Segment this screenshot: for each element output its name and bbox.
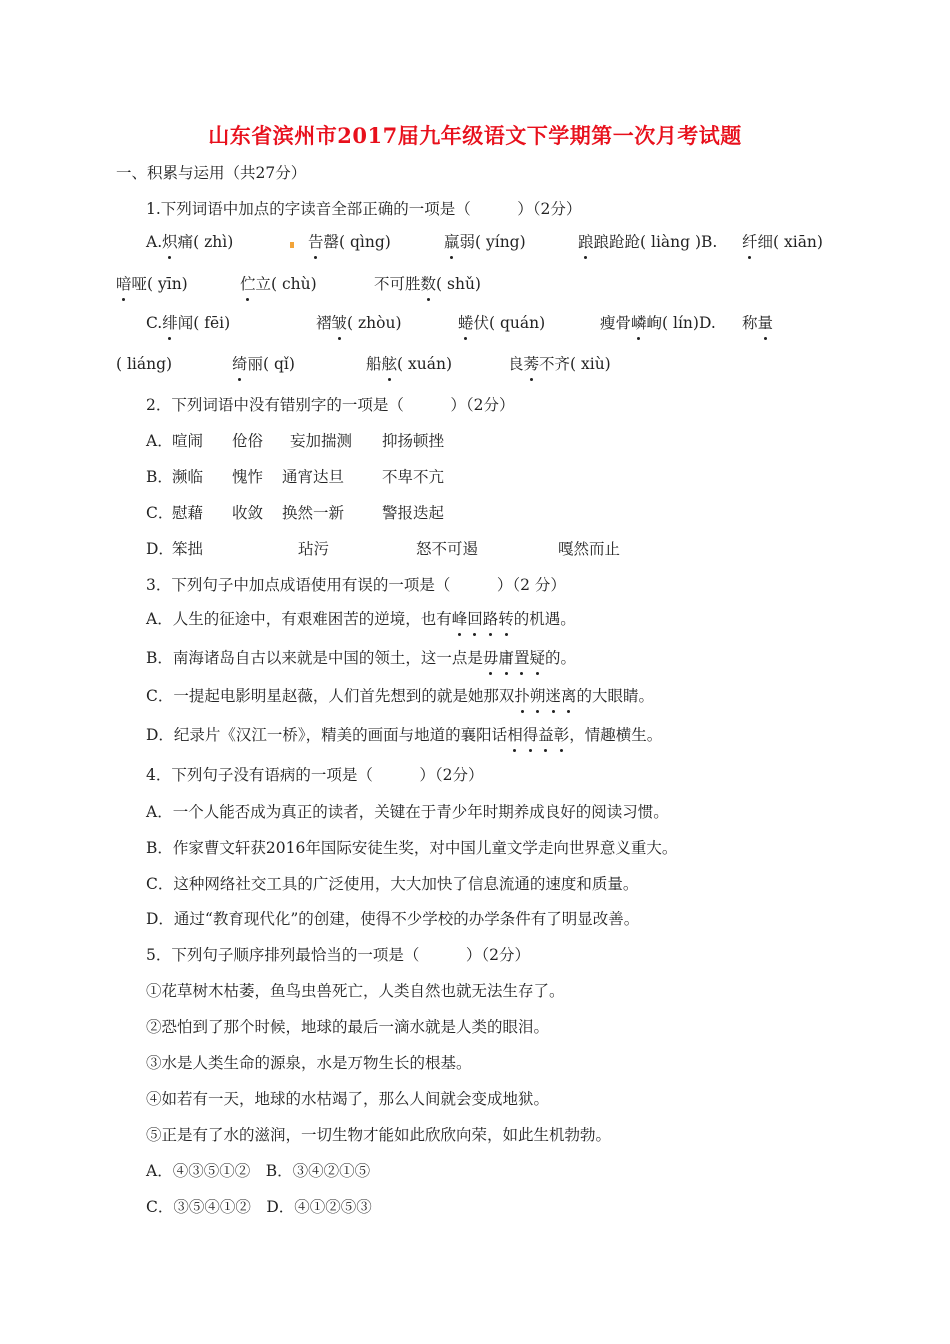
highlight-mark — [290, 242, 294, 248]
q2-word: 慰藉 — [172, 504, 204, 522]
q1-word: 良莠不齐( xiù) — [508, 355, 611, 373]
q1-row-1 — [146, 231, 233, 253]
q1-word: 不可胜数( shǔ) — [374, 275, 481, 293]
dotted-char: 路 — [482, 610, 499, 628]
dotted-char: 彰 — [553, 726, 570, 744]
q2-option-d: D． — [146, 540, 174, 558]
q1-stem: 1.下列词语中加点的字读音全部正确的一项是（ ）（2分） — [146, 200, 582, 218]
q5-sentence: ②恐怕到了那个时候，地球的最后一滴水就是人类的眼泪。 — [146, 1018, 550, 1036]
q1-word: 船舷( xuán) — [366, 355, 453, 373]
q4-option-a: A．一个人能否成为真正的读者，关键在于青少年时期养成良好的阅读习惯。 — [146, 803, 669, 821]
q2-word: 通宵达旦 — [282, 468, 345, 486]
q2-word: 警报迭起 — [382, 504, 445, 522]
q2-word: 喧闹 — [172, 432, 204, 450]
q2-word: 伧俗 — [232, 432, 264, 450]
q4-option-b: B．作家曹文轩获2016年国际安徒生奖，对中国儿童文学走向世界意义重大。 — [146, 839, 678, 857]
q2-stem: 2．下列词语中没有错别字的一项是（ ）（2分） — [146, 396, 515, 414]
q5-options-ab: A．④③⑤①② B．③④②①⑤ — [146, 1162, 371, 1180]
q1-word: 羸弱( yíng) — [444, 233, 526, 251]
q1-word: 称量 — [742, 314, 774, 332]
q5-options-cd: C．③⑤④①② D．④①②⑤③ — [146, 1198, 372, 1216]
q1-word: 褶皱( zhòu) — [316, 314, 402, 332]
q2-option-c: C． — [146, 504, 174, 522]
q2-word: 不卑不亢 — [382, 468, 445, 486]
q2-word: 收敛 — [232, 504, 264, 522]
q4-option-c: C．这种网络社交工具的广泛使用，大大加快了信息流通的速度和质量。 — [146, 875, 639, 893]
dotted-char: 毋 — [482, 649, 499, 667]
q2-word: 嘎然而止 — [558, 540, 621, 558]
q3-stem: 3．下列句子中加点成语使用有误的一项是（ ）（2 分） — [146, 576, 566, 594]
q1-word: ( liáng) — [116, 355, 173, 373]
dotted-char: 益 — [538, 726, 554, 744]
page-title: 山东省滨州市2017届九年级语文下学期第一次月考试题 — [208, 123, 742, 148]
q2-option-b: B． — [146, 468, 173, 486]
dotted-char: 扑 — [514, 687, 530, 705]
q1-word: 纤细( xiān) — [742, 233, 823, 251]
q5-sentence: ③水是人类生命的源泉，水是万物生长的根基。 — [146, 1054, 472, 1072]
q1-word: C.绯闻( fēi) — [146, 314, 231, 332]
q2-word: 濒临 — [172, 468, 204, 486]
q2-word: 妄加揣测 — [290, 432, 353, 450]
dotted-char: 庸 — [498, 649, 514, 667]
q3-option-c: C．一提起电影明星赵薇，人们首先想到的就是她那双扑朔迷离的大眼睛。 — [146, 687, 654, 705]
dotted-char: 朔 — [529, 687, 546, 705]
q2-word: 愧怍 — [232, 468, 264, 486]
q2-word: 笨拙 — [172, 540, 204, 558]
dotted-char: 回 — [467, 610, 483, 628]
q2-option-a: A． — [146, 432, 173, 450]
q2-word: 换然一新 — [282, 504, 345, 522]
dotted-char: 相 — [507, 726, 523, 744]
q1-word: 踉踉跄跄( liàng )B. — [578, 233, 718, 251]
q1-word: 绮丽( qǐ) — [232, 355, 295, 373]
dotted-idiom — [507, 724, 569, 746]
q1-word: 瘦骨嶙峋( lín)D. — [600, 314, 716, 332]
q1-word: 伫立( chù) — [240, 275, 317, 293]
q1-word: 喑哑( yīn) — [116, 275, 188, 293]
q2-word: 抑扬顿挫 — [382, 432, 445, 450]
q5-sentence: ⑤正是有了水的滋润，一切生物才能如此欣欣向荣，如此生机勃勃。 — [146, 1126, 612, 1144]
q4-stem: 4．下列句子没有语病的一项是（ ）（2分） — [146, 766, 484, 784]
q3-option-b: B．南海诸岛自古以来就是中国的领土，这一点是毋庸置疑的。 — [146, 649, 576, 667]
section-heading: 一、积累与运用（共27分） — [116, 164, 307, 182]
q5-stem: 5．下列句子顺序排列最恰当的一项是（ ）（2分） — [146, 946, 530, 964]
dotted-char: 疑 — [529, 649, 545, 667]
q4-option-d: D．通过“教育现代化”的创建，使得不少学校的办学条件有了明显改善。 — [146, 910, 640, 928]
dotted-char: 转 — [498, 610, 514, 628]
q2-word: 怒不可遏 — [416, 540, 479, 558]
q1-word: 告罄( qìng) — [308, 233, 391, 251]
q1-word: 蜷伏( quán) — [458, 314, 546, 332]
q1-word: A.炽痛( zhì) — [146, 233, 234, 251]
dotted-idiom — [483, 647, 545, 669]
dotted-char: 置 — [513, 649, 530, 667]
dotted-idiom — [452, 608, 514, 630]
dotted-char: 得 — [522, 726, 539, 744]
dotted-char: 峰 — [451, 610, 468, 628]
q5-sentence: ①花草树木枯萎，鱼鸟虫兽死亡，人类自然也就无法生存了。 — [146, 982, 565, 1000]
q3-option-d: D．纪录片《汉江一桥》，精美的画面与地道的襄阳话相得益彰，情趣横生。 — [146, 726, 663, 744]
q2-word: 玷污 — [298, 540, 330, 558]
dotted-idiom — [514, 685, 576, 707]
dotted-char: 迷 — [545, 687, 561, 705]
dotted-char: 离 — [560, 687, 577, 705]
q5-sentence: ④如若有一天，地球的水枯竭了，那么人间就会变成地狱。 — [146, 1090, 550, 1108]
q3-option-a: A．人生的征途中，有艰难困苦的逆境，也有峰回路转的机遇。 — [146, 610, 576, 628]
